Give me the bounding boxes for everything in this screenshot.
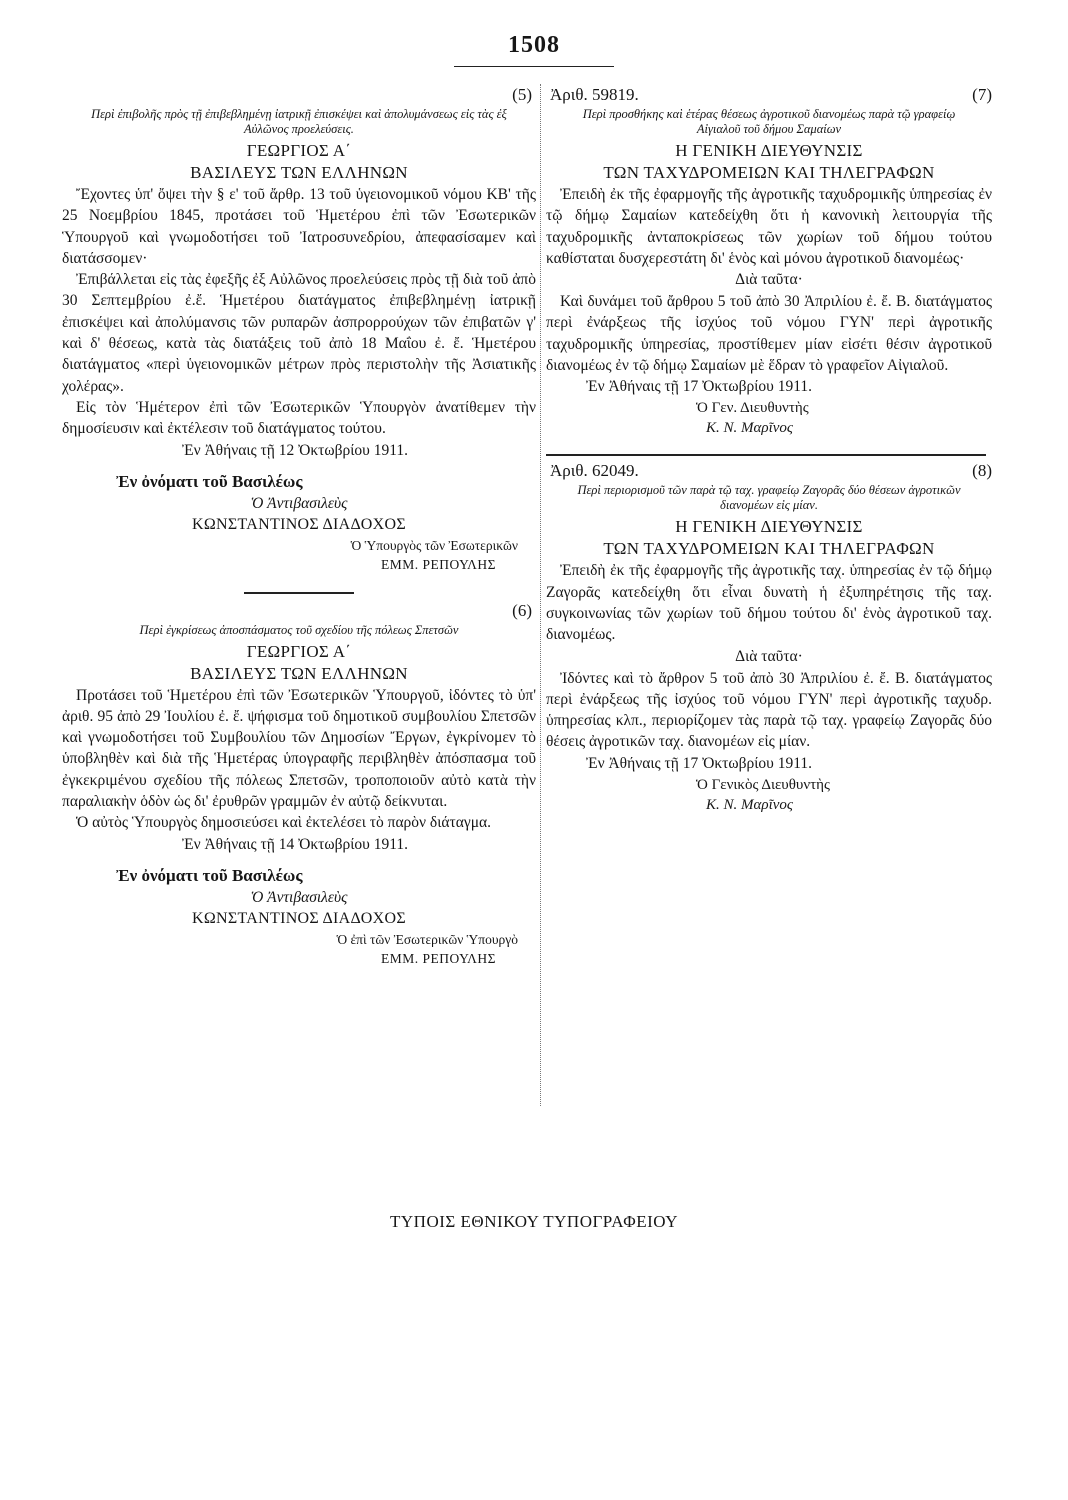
minister-title: Ὁ Ὑπουργὸς τῶν Ἐσωτερικῶν — [350, 537, 518, 553]
section-number: (6) — [512, 600, 532, 620]
dia-tauta-label: Διὰ ταῦτα· — [735, 647, 803, 665]
decree-number: Ἀριθ. 62049. — [550, 461, 639, 481]
decree-date: Ἐν Ἀθήναις τῇ 17 Ὀκτωβρίου 1911. — [586, 754, 812, 772]
directorate-subheading: ΤΩΝ ΤΑΧΥΔΡΟΜΕΙΩΝ ΚΑΙ ΤΗΛΕΓΡΑΦΩΝ — [603, 539, 935, 559]
decree-subject: Περὶ προσθήκης καὶ ἑτέρας θέσεως ἀγροτικοῦ διανομέως παρὰ τῷ γραφείῳ Αἰγιαλοῦ τοῦ δήμου Σαμαίων — [582, 107, 956, 136]
royal-formula: Ἐν ὀνόματι τοῦ Βασιλέως — [116, 865, 303, 885]
decree-paragraph: Ἐπιβάλλεται εἰς τὰς ἐφεξῆς ἐξ Αὐλῶνος προελεύσεις πρὸς τῇ διὰ τοῦ ἀπὸ 30 Σεπτεμβρίου ἐ.ἔ. Ἡμετέρου διατάγματος ἐπιβεβλημένῃ ἰατρικῇ ἐπισκέψει καὶ ἀπολύμανσις τῶν ρυπαρῶν ἀσπρορρούχων τῶν ἐπιβατῶν γ' καὶ δ' θέσεως, κατὰ τὰς διατάξεις τοῦ ἀπὸ 18 Μαΐου ἐ. ἔ. Ἡμετέρου διατάγματος «περὶ ὑγειονομικῶν μέτρων πρὸς περιστολὴν τῆς Ἀσιατικῆς χολέρας». — [62, 271, 536, 395]
decree-date: Ἐν Ἀθήναις τῇ 14 Ὀκτωβρίου 1911. — [182, 835, 408, 853]
regent-title: Ὁ Ἀντιβασιλεὺς — [250, 888, 348, 906]
decree-section-7 — [546, 84, 992, 438]
minister-name: ΕΜΜ. ΡΕΠΟΥΛΗΣ — [380, 556, 496, 572]
page-number: 1508 — [508, 32, 560, 58]
directorate-heading: Η ΓΕΝΙΚΗ ΔΙΕΥΘΥΝΣΙΣ — [675, 141, 863, 160]
king-title-heading: ΒΑΣΙΛΕΥΣ ΤΩΝ ΕΛΛΗΝΩΝ — [190, 163, 408, 182]
decree-section-8 — [546, 460, 992, 814]
decree-section-6 — [62, 600, 536, 968]
page-number-rule — [454, 66, 614, 67]
decree-paragraph: Εἰς τὸν Ἡμέτερον ἐπὶ τῶν Ἐσωτερικῶν Ὑπουργὸν ἀνατίθεμεν τὴν δημοσίευσιν καὶ ἐκτέλεσιν τοῦ διατάγματος τούτου. — [62, 398, 536, 438]
section-number: (8) — [972, 461, 992, 481]
signatory-name: Κ. Ν. Μαρῖνος — [706, 796, 793, 813]
signatory-title: Ὁ Γεν. Διευθυντὴς — [696, 400, 809, 417]
decree-paragraph: Καὶ δυνάμει τοῦ ἄρθρου 5 τοῦ ἀπὸ 30 Ἀπριλίου ἐ. ἔ. Β. διατάγματος περὶ ἐνάρξεως τῆς ἰσχύος τοῦ νόμου ΓΥΝ' περὶ ἀγροτικῆς ταχυδρομικῆς ὑπηρεσίας, προστίθεμεν μίαν εἰσέτι θέσιν ἀγροτικοῦ διανομέως ἐν τῷ δήμῳ Σαμαίων μὲ ἕδραν τὸ γραφεῖον Αἰγιαλοῦ. — [546, 293, 992, 375]
column-divider — [540, 84, 541, 1106]
printer-footer: ΤΥΠΟΙΣ ΕΘΝΙΚΟΥ ΤΥΠΟΓΡΑΦΕΙΟΥ — [390, 1212, 678, 1231]
right-column — [546, 84, 992, 815]
decree-paragraph: Ἰδόντες καὶ τὸ ἄρθρον 5 τοῦ ἀπὸ 30 Ἀπριλίου ἐ. ἔ. Β. διατάγματος περὶ ἐνάρξεως τῆς ἰσχύος τοῦ νόμου ΓΥΝ' περὶ ἀγροτικῆς ταχυδρ. ὑπηρεσίας κλπ., περιορίζομεν τὰς παρὰ τῷ ταχ. γραφείῳ Ζαγορᾶς δύο θέσεις ἀγροτικῶν ταχ. διανομέων εἰς μίαν. — [546, 669, 992, 751]
signatory-name: Κ. Ν. Μαρῖνος — [706, 420, 793, 437]
directorate-heading: Η ΓΕΝΙΚΗ ΔΙΕΥΘΥΝΣΙΣ — [675, 517, 863, 537]
minister-name: ΕΜΜ. ΡΕΠΟΥΛΗΣ — [380, 950, 496, 966]
section-separator — [546, 454, 986, 456]
regent-title: Ὁ Ἀντιβασιλεὺς — [250, 494, 348, 512]
section-number-row — [546, 84, 992, 106]
decree-subject: Περὶ ἐπιβολῆς πρὸς τῇ ἐπιβεβλημένῃ ἰατρικῇ ἐπισκέψει καὶ ἀπολυμάνσεως εἰς τὰς ἐξ Αὐλῶνος προελεύσεις. — [91, 107, 507, 136]
directorate-subheading: ΤΩΝ ΤΑΧΥΔΡΟΜΕΙΩΝ ΚΑΙ ΤΗΛΕΓΡΑΦΩΝ — [603, 163, 935, 182]
signatory-title: Ὁ Γενικὸς Διευθυντὴς — [696, 776, 830, 793]
royal-formula: Ἐν ὀνόματι τοῦ Βασιλέως — [116, 471, 303, 491]
decree-paragraph: Προτάσει τοῦ Ἡμετέρου ἐπὶ τῶν Ἐσωτερικῶν Ὑπουργοῦ, ἰδόντες τὸ ὑπ' ἀριθ. 95 ἀπὸ 29 Ἰουλίου ἐ. ἔ. ψήφισμα τοῦ δημοτικοῦ συμβουλίου Σπετσῶν καὶ γνωμοδοτήσει τοῦ Συμβουλίου τῶν Δημοσίων Ἔργων, ἐγκρίνομεν τὸ ὑποβληθὲν καὶ διὰ τῆς Ἡμετέρας ὑπογραφῆς περιβληθὲν ἀπόσπασμα τοῦ ἐγκεκριμένου σχεδίου τῆς πόλεως Σπετσῶν, τροποποιοῦν αὐτὸ κατὰ τὴν παραλιακὴν ὁδὸν ὡς δι' ἐρυθρῶν γραμμῶν ἐν αὐτῷ δείκνυται. — [62, 686, 536, 811]
decree-paragraph: Ὁ αὐτὸς Ὑπουργὸς δημοσιεύσει καὶ ἐκτελέσει τὸ παρὸν διάταγμα. — [76, 814, 492, 832]
decree-section-5 — [62, 84, 536, 574]
decree-paragraph: Ἔχοντες ὑπ' ὄψει τὴν § ε' τοῦ ἄρθρ. 13 τοῦ ὑγειονομικοῦ νόμου ΚΒ' τῆς 25 Νοεμβρίου 1845, προτάσει τοῦ Ἡμετέρου ἐπὶ τῶν Ἐσωτερικῶν Ὑπουργοῦ καὶ γνωμοδοτήσει τοῦ Ἰατροσυνεδρίου, ἀπεφασίσαμεν καὶ διατάσσομεν· — [62, 186, 536, 267]
left-column — [62, 84, 536, 968]
king-heading: ΓΕΩΡΓΙΟΣ Α΄ — [246, 141, 352, 160]
section-number-row — [546, 460, 992, 482]
section-number: (5) — [512, 85, 532, 104]
minister-title: Ὁ ἐπὶ τῶν Ἐσωτερικῶν Ὑπουργὸ — [336, 931, 518, 947]
decree-paragraph: Ἐπειδὴ ἐκ τῆς ἐφαρμογῆς τῆς ἀγροτικῆς ταχυδρομικῆς ὑπηρεσίας ἐν τῷ δήμῳ Σαμαίων κατεδείχθη ὅτι ἡ κανονικὴ λειτουργία τῆς ταχυδρομικῆς ἀνταποκρίσεως τῶν χωρίων τοῦ δήμου τούτου καθίσταται δυσχερεστάτη δι' ἑνὸς καὶ μόνου ἀγροτικοῦ διανομέως· — [546, 186, 992, 267]
decree-number: Ἀριθ. 59819. — [550, 85, 639, 104]
regent-name: ΚΩΝΣΤΑΝΤΙΝΟΣ ΔΙΑΔΟΧΟΣ — [191, 515, 406, 533]
regent-name: ΚΩΝΣΤΑΝΤΙΝΟΣ ΔΙΑΔΟΧΟΣ — [191, 909, 406, 927]
decree-paragraph: Ἐπειδὴ ἐκ τῆς ἐφαρμογῆς τῆς ἀγροτικῆς ταχ. ὑπηρεσίας ἐν τῷ δήμῳ Ζαγορᾶς κατεδείχθη ὅτι εἶναι δυνατὴ ἡ ἐξυπηρέτησις τῆς ταχ. συγκοινωνίας τῶν χωρίων τοῦ δήμου τούτου δι' ἑνὸς ἀγροτικοῦ ταχ. διανομέως. — [546, 562, 992, 644]
king-heading: ΓΕΩΡΓΙΟΣ Α΄ — [246, 641, 352, 661]
section-number: (7) — [972, 85, 992, 104]
king-title-heading: ΒΑΣΙΛΕΥΣ ΤΩΝ ΕΛΛΗΝΩΝ — [190, 663, 408, 683]
decree-date: Ἐν Ἀθήναις τῇ 17 Ὀκτωβρίου 1911. — [586, 378, 812, 396]
decree-subject: Περὶ περιορισμοῦ τῶν παρὰ τῷ ταχ. γραφείῳ Ζαγορᾶς δύο θέσεων ἀγροτικῶν διανομέων εἰς μίαν. — [577, 483, 961, 513]
decree-date: Ἐν Ἀθήναις τῇ 12 Ὀκτωβρίου 1911. — [182, 441, 408, 459]
section-separator — [244, 592, 354, 594]
dia-tauta-label: Διὰ ταῦτα· — [735, 271, 803, 289]
decree-subject: Περὶ ἐγκρίσεως ἀποσπάσματος τοῦ σχεδίου τῆς πόλεως Σπετσῶν — [139, 622, 459, 637]
